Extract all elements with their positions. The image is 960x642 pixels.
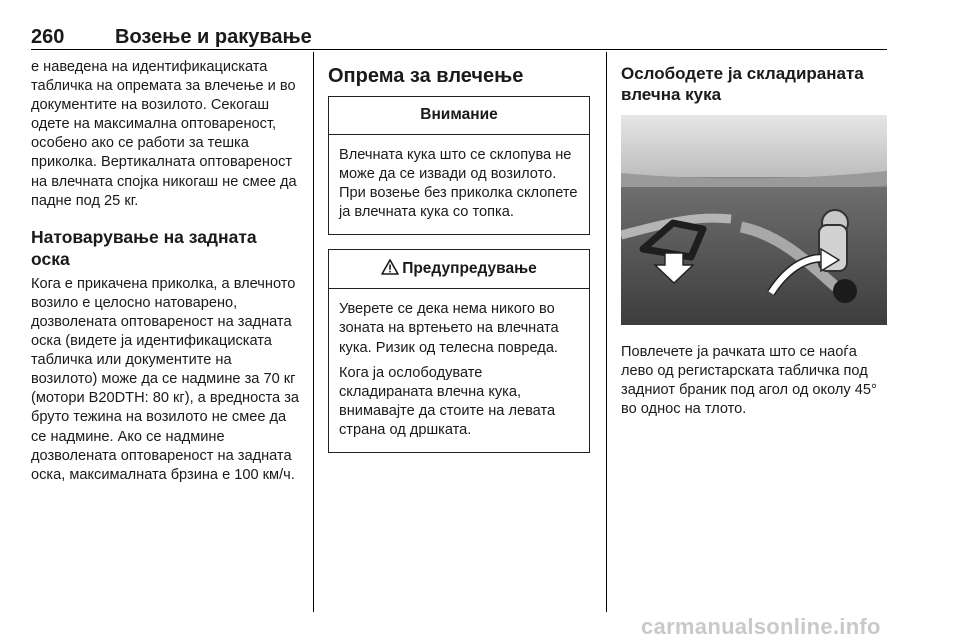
column-divider-1 bbox=[313, 52, 314, 612]
header-rule bbox=[31, 49, 887, 50]
column-right bbox=[621, 58, 887, 419]
warning-box bbox=[328, 249, 590, 453]
column-middle bbox=[328, 58, 590, 467]
paragraph-tongue-load: е наведена на идентификациската табличка на опремата за влечење и во документите на возилото. Секогаш одете на максимална оптовареност, особено ако се работи за тешка приколка. Вертикалната оптовареност на влечната спојка никогаш не смее да падне под 25 кг. bbox=[31, 59, 297, 209]
caution-text: Влечната кука што се склопува не може да се извади од возилото. При возење без приколка склопете ја влечната кука со топка. bbox=[339, 147, 578, 221]
section-title-towing-equipment: Опрема за влечење bbox=[328, 65, 524, 87]
paragraph-rear-axle-load: Кога е прикачена приколка, а влечното возило е целосно натоварено, дозволената оптовареност на задната оска (видете ја идентификациската табличка или документите на возилото) може да се надмине за 70 кг (мотори B20DTH: 80 кг), а вредноста за бруто тежина на возилото не смее да се надмине. Ако се надмине дозволената оптовареност на задната оска, максималната брзина е 100 км/ч. bbox=[31, 275, 300, 483]
tow-hook-photo bbox=[621, 115, 887, 325]
caution-heading: Внимание bbox=[329, 97, 589, 135]
warning-heading: Предупредување bbox=[402, 260, 537, 278]
warning-triangle-icon bbox=[381, 259, 399, 275]
watermark: carmanualsonline.info bbox=[641, 614, 881, 639]
warning-text-1: Уверете се дека нема никого во зоната на вртењето на влечната кука. Ризик од телесна повреда. bbox=[339, 301, 559, 356]
page-number: 260 bbox=[31, 26, 65, 48]
column-left bbox=[31, 58, 299, 485]
chapter-title: Возење и ракување bbox=[115, 26, 312, 48]
column-divider-2 bbox=[606, 52, 607, 612]
caution-box bbox=[328, 96, 590, 235]
warning-header bbox=[329, 250, 589, 289]
section-title-release-hook: Ослободете ја складираната влечна кука bbox=[621, 64, 864, 104]
page-header bbox=[31, 22, 887, 52]
subheading-rear-axle-load: Натоварување на задната оска bbox=[31, 226, 257, 269]
release-instruction: Повлечете ја рачката што се наоѓа лево од регистарската табличка под задниот браник под агол од околу 45° во однос на тлото. bbox=[621, 344, 877, 418]
warning-text-2: Кога ја ослободувате складираната влечна кука, внимавајте да стоите на левата страна од дршката. bbox=[339, 364, 556, 438]
